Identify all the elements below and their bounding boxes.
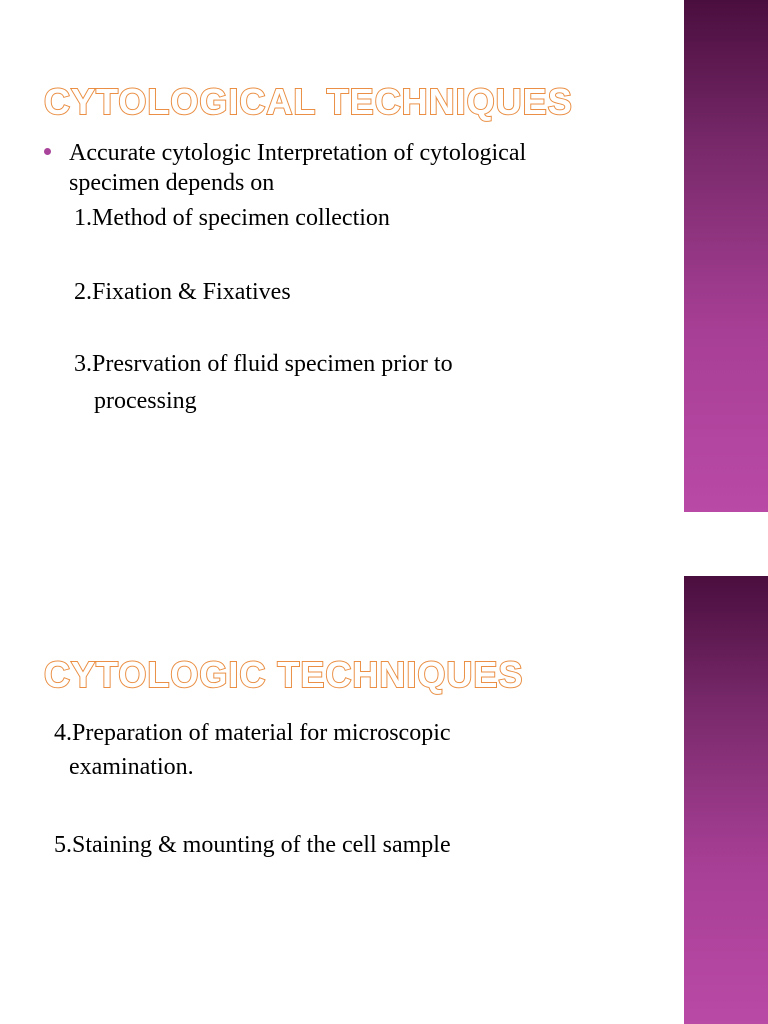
- decorative-side-bar: [684, 0, 768, 512]
- list-item-5: 5.Staining & mounting of the cell sample: [54, 832, 451, 858]
- list-item-3-line-2: processing: [94, 388, 197, 414]
- slide-title: CYTOLOGIC TECHNIQUES: [44, 654, 524, 695]
- bullet-text-line-1: Accurate cytologic Interpretation of cytological: [69, 140, 527, 166]
- bullet-icon: [44, 148, 51, 155]
- list-item-4-line-2: examination.: [69, 754, 194, 780]
- list-item-4-line-1: 4.Preparation of material for microscopic: [54, 720, 451, 746]
- bullet-text-line-2: specimen depends on: [69, 170, 275, 196]
- decorative-side-bar: [684, 576, 768, 1024]
- list-item-1: 1.Method of specimen collection: [74, 205, 390, 231]
- slide-2: [0, 576, 768, 1024]
- slide-title: CYTOLOGICAL TECHNIQUES: [44, 81, 573, 122]
- list-item-3-line-1: 3.Presrvation of fluid specimen prior to: [74, 351, 453, 377]
- list-item-2: 2.Fixation & Fixatives: [74, 279, 291, 305]
